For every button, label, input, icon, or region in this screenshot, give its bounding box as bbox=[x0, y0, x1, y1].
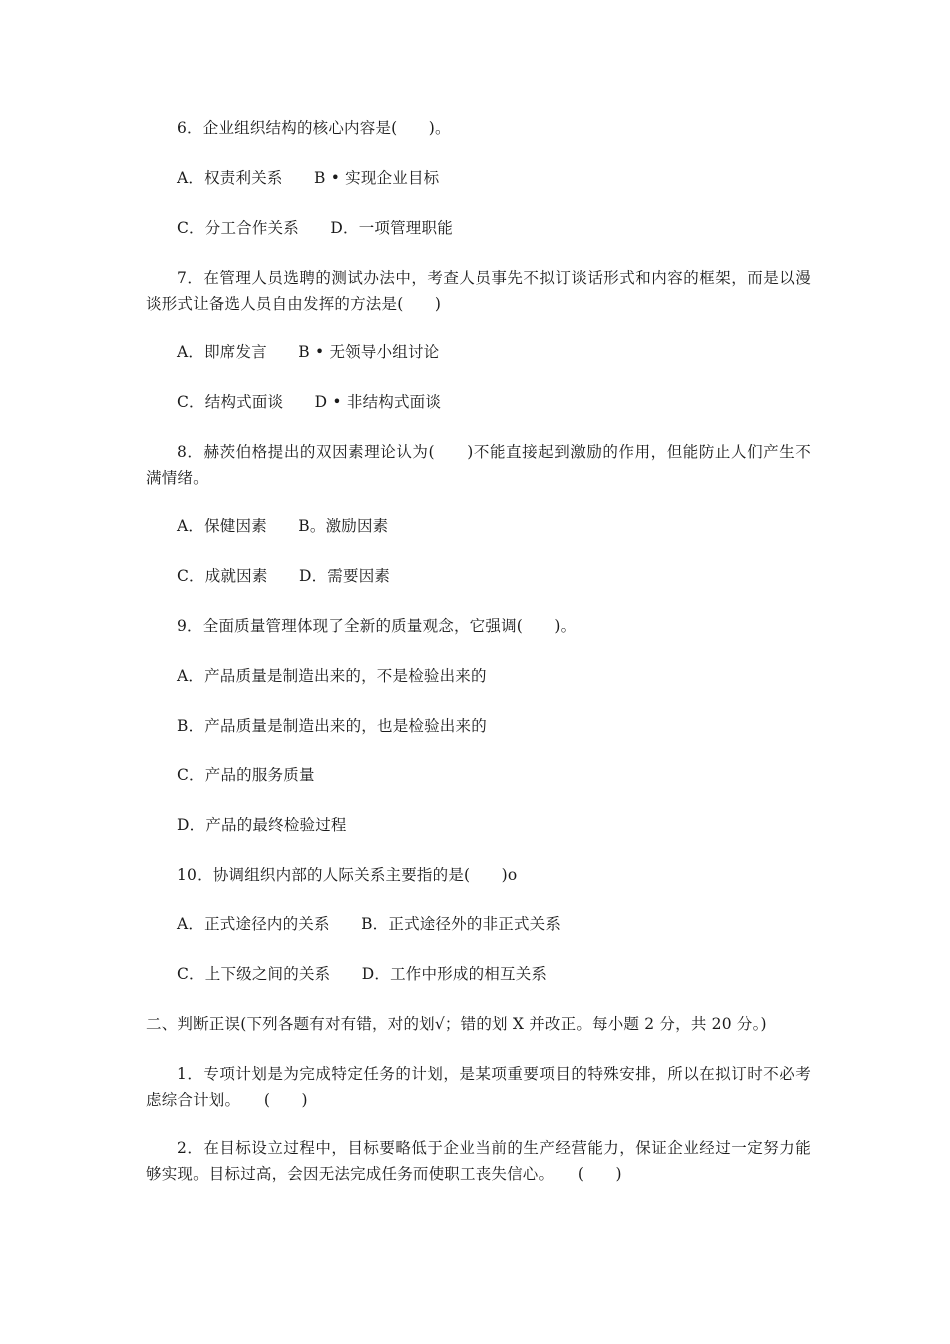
q8-stem: 8．赫茨伯格提出的双因素理论认为( )不能直接起到激励的作用，但能防止人们产生不满情绪。 bbox=[146, 443, 811, 487]
q7-options-row2: C．结构式面谈 D • 非结构式面谈 bbox=[177, 393, 442, 411]
q10-stem: 10．协调组织内部的人际关系主要指的是( )o bbox=[177, 866, 518, 884]
q10-options-row2: C．上下级之间的关系 D．工作中形成的相互关系 bbox=[177, 965, 548, 983]
q9-option-a: A．产品质量是制造出来的，不是检验出来的 bbox=[177, 667, 487, 685]
section2-heading: 二、判断正误(下列各题有对有错，对的划√；错的划 X 并改正。每小题 2 分，共 20 分。) bbox=[146, 1015, 767, 1033]
q10-options-row1: A．正式途径内的关系 B．正式途径外的非正式关系 bbox=[177, 915, 562, 933]
q7-options-row1: A．即席发言 B • 无领导小组讨论 bbox=[177, 343, 440, 361]
q9-stem: 9．全面质量管理体现了全新的质量观念，它强调( )。 bbox=[177, 617, 577, 635]
q8-options-row2: C．成就因素 D．需要因素 bbox=[177, 567, 391, 585]
section2-item1: 1．专项计划是为完成特定任务的计划，是某项重要项目的特殊安排，所以在拟订时不必考虑综合计划。 ( ) bbox=[146, 1065, 811, 1109]
section2-item2: 2．在目标设立过程中，目标要略低于企业当前的生产经营能力，保证企业经过一定努力能够实现。目标过高，会因无法完成任务而使职工丧失信心。 ( ) bbox=[146, 1139, 811, 1183]
q9-option-d: D．产品的最终检验过程 bbox=[177, 816, 347, 834]
q8-options-row1: A．保健因素 B。激励因素 bbox=[177, 517, 389, 535]
q6-stem: 6．企业组织结构的核心内容是( )。 bbox=[177, 119, 451, 137]
q9-option-b: B．产品质量是制造出来的，也是检验出来的 bbox=[177, 717, 487, 735]
q6-options-row2: C．分工合作关系 D．一项管理职能 bbox=[177, 219, 453, 237]
q7-stem: 7．在管理人员选聘的测试办法中，考查人员事先不拟订谈话形式和内容的框架，而是以漫谈形式让备选人员自由发挥的方法是( ) bbox=[146, 269, 811, 313]
q6-options-row1: A．权责利关系 B • 实现企业目标 bbox=[177, 169, 440, 187]
q9-option-c: C．产品的服务质量 bbox=[177, 766, 315, 784]
